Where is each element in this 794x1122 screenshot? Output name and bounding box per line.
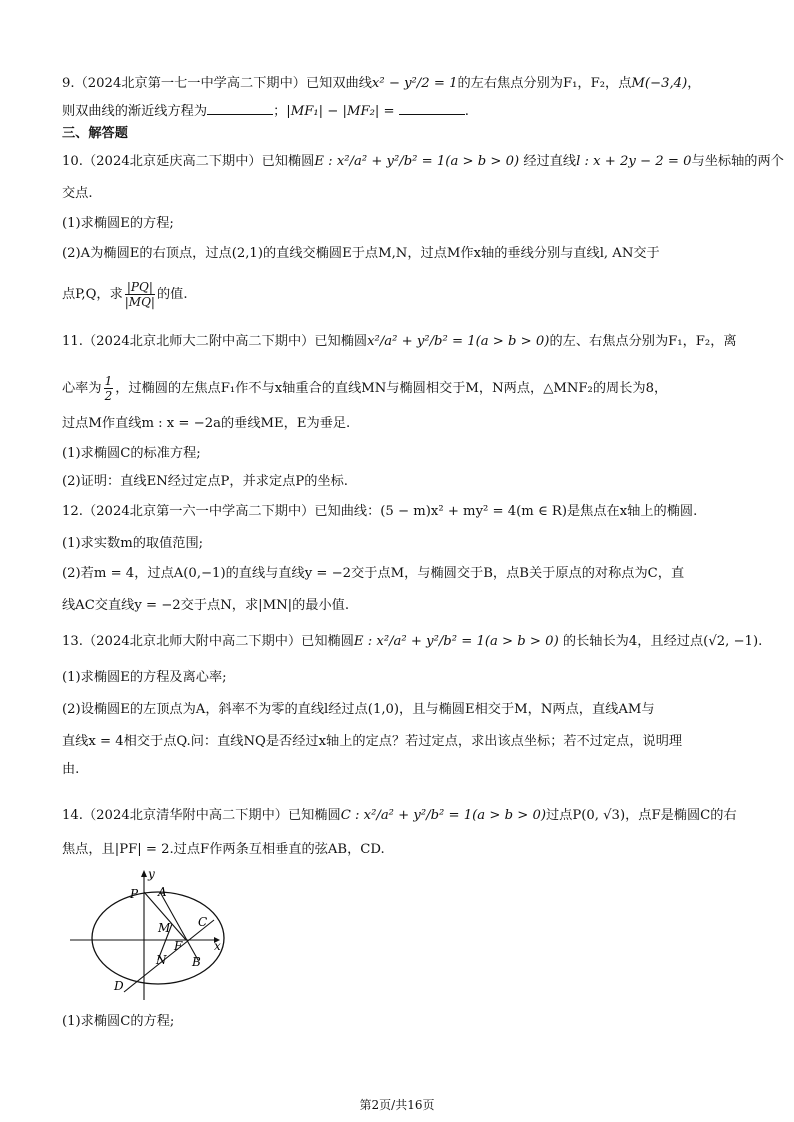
label-f: F: [174, 939, 183, 953]
label-a: A: [158, 885, 167, 899]
q11-text: 11.（2024北京北师大二附中高二下期中）已知椭圆: [62, 334, 368, 349]
label-b: B: [192, 955, 201, 969]
q10-part2-line2: [62, 280, 742, 309]
q11-text: ，过椭圆的左焦点F₁作不与x轴重合的直线MN与椭圆相交于M，N两点，△MNF₂的周长为8，: [115, 381, 668, 396]
q10-line1: [62, 152, 784, 172]
q13-part2-line3: 由.: [62, 762, 80, 777]
label-p: P: [130, 887, 139, 901]
label-c: C: [198, 915, 208, 929]
q14-text: 14.（2024北京清华附中高二下期中）已知椭圆: [62, 808, 341, 823]
q14-part1: (1)求椭圆C的方程;: [62, 1014, 175, 1029]
q9-text: 9.（2024北京第一七一中学高二下期中）已知双曲线: [62, 76, 372, 91]
q11-text: 的左、右焦点分别为F₁，F₂，离: [549, 334, 737, 349]
ellipse-figure: [64, 866, 234, 1006]
q10-part2-line1: (2)A为椭圆E的右顶点，过点(2,1)的直线交椭圆E于点M,N，过点M作x轴的垂线分别与直线l, AN交于: [62, 246, 660, 261]
ratio-fraction: [125, 280, 155, 309]
q11-line3: 过点M作直线m : x = −2a的垂线ME，E为垂足.: [62, 416, 351, 431]
q9-text: 的左右焦点分别为F₁，F₂，点: [457, 76, 632, 91]
q11-part2: (2)证明：直线EN经过定点P，并求定点P的坐标.: [62, 474, 348, 489]
q10-text: 的值.: [156, 287, 188, 302]
q10-text: 经过直线: [523, 154, 577, 169]
q10-text: 点P,Q，求: [62, 287, 123, 302]
hyperbola-equation: x² − y²/2 = 1: [371, 76, 458, 91]
q13-text: 的长轴长为4，且经过点(√2, −1).: [562, 634, 763, 649]
label-m: M: [158, 921, 171, 935]
q9-text: 则双曲线的渐近线方程为: [62, 104, 208, 119]
q11-part1: (1)求椭圆C的标准方程;: [62, 446, 201, 461]
q13-line1: [62, 632, 763, 652]
q10-part1: (1)求椭圆E的方程;: [62, 216, 174, 231]
q9-line2: [62, 102, 742, 122]
q12-line1: 12.（2024北京第一六一中学高二下期中）已知曲线：(5 − m)x² + my² = 4(m ∈ R)是焦点在x轴上的椭圆.: [62, 504, 698, 519]
q14-line1: [62, 806, 742, 826]
answer-blank-2[interactable]: [399, 102, 465, 115]
q9-text: ；: [273, 104, 287, 119]
q12-part2-line1: (2)若m = 4，过点A(0,−1)的直线与直线y = −2交于点M，与椭圆交于B，点B关于原点的对称点为C，直: [62, 566, 685, 581]
page-footer: 第2页/共16页: [359, 1098, 435, 1112]
label-n: N: [156, 953, 167, 967]
eccentricity-fraction: [104, 374, 114, 403]
q13-part1: (1)求椭圆E的方程及离心率;: [62, 670, 227, 685]
fraction-numerator: |PQ|: [125, 280, 155, 295]
q9-line1: [62, 74, 742, 94]
q10-text: 10.（2024北京延庆高二下期中）已知椭圆: [62, 154, 315, 169]
fraction-denominator: |MQ|: [124, 295, 155, 309]
label-y: y: [148, 867, 155, 881]
q12-part2-line2: 线AC交直线y = −2交于点N，求|MN|的最小值.: [62, 598, 350, 613]
line-equation: l : x + 2y − 2 = 0: [576, 154, 692, 169]
label-x: x: [214, 939, 221, 953]
point-m: M(−3,4): [631, 76, 688, 91]
q9-text: ，: [687, 76, 701, 91]
ellipse-equation: x²/a² + y²/b² = 1(a > b > 0): [367, 334, 550, 349]
q9-expr: |MF₁| − |MF₂| =: [286, 104, 395, 119]
q14-text: 过点P(0, √3)，点F是椭圆C的右: [545, 808, 737, 823]
y-axis-arrow: [141, 870, 147, 877]
answer-blank-1[interactable]: [207, 102, 273, 115]
ellipse-equation: C : x²/a² + y²/b² = 1(a > b > 0): [340, 808, 546, 823]
q13-part2-line1: (2)设椭圆E的左顶点为A，斜率不为零的直线l经过点(1,0)，且与椭圆E相交于M，N两点，直线AM与: [62, 702, 655, 717]
ellipse-curve: [92, 892, 224, 984]
label-d: D: [114, 979, 124, 993]
q13-part2-line2: 直线x = 4相交于点Q.问：直线NQ是否经过x轴上的定点？若过定点，求出该点坐标；若不过定点，说明理: [62, 734, 683, 749]
ellipse-equation: E : x²/a² + y²/b² = 1(a > b > 0): [314, 154, 520, 169]
fraction-denominator: 2: [104, 389, 113, 403]
q11-line1: [62, 332, 742, 352]
section-heading: 三、解答题: [62, 126, 128, 141]
q12-part1: (1)求实数m的取值范围;: [62, 536, 204, 551]
q11-line2: [62, 374, 742, 403]
q14-line2: 焦点，且|PF| = 2.过点F作两条互相垂直的弦AB，CD.: [62, 842, 385, 857]
ellipse-equation: E : x²/a² + y²/b² = 1(a > b > 0): [353, 634, 559, 649]
fraction-numerator: 1: [104, 374, 113, 388]
q9-text: .: [464, 104, 469, 119]
q10-line2: 交点.: [62, 186, 93, 201]
q11-text: 心率为: [62, 381, 102, 396]
q13-text: 13.（2024北京北师大附中高二下期中）已知椭圆: [62, 634, 354, 649]
q10-text: 与坐标轴的两个: [691, 154, 784, 169]
